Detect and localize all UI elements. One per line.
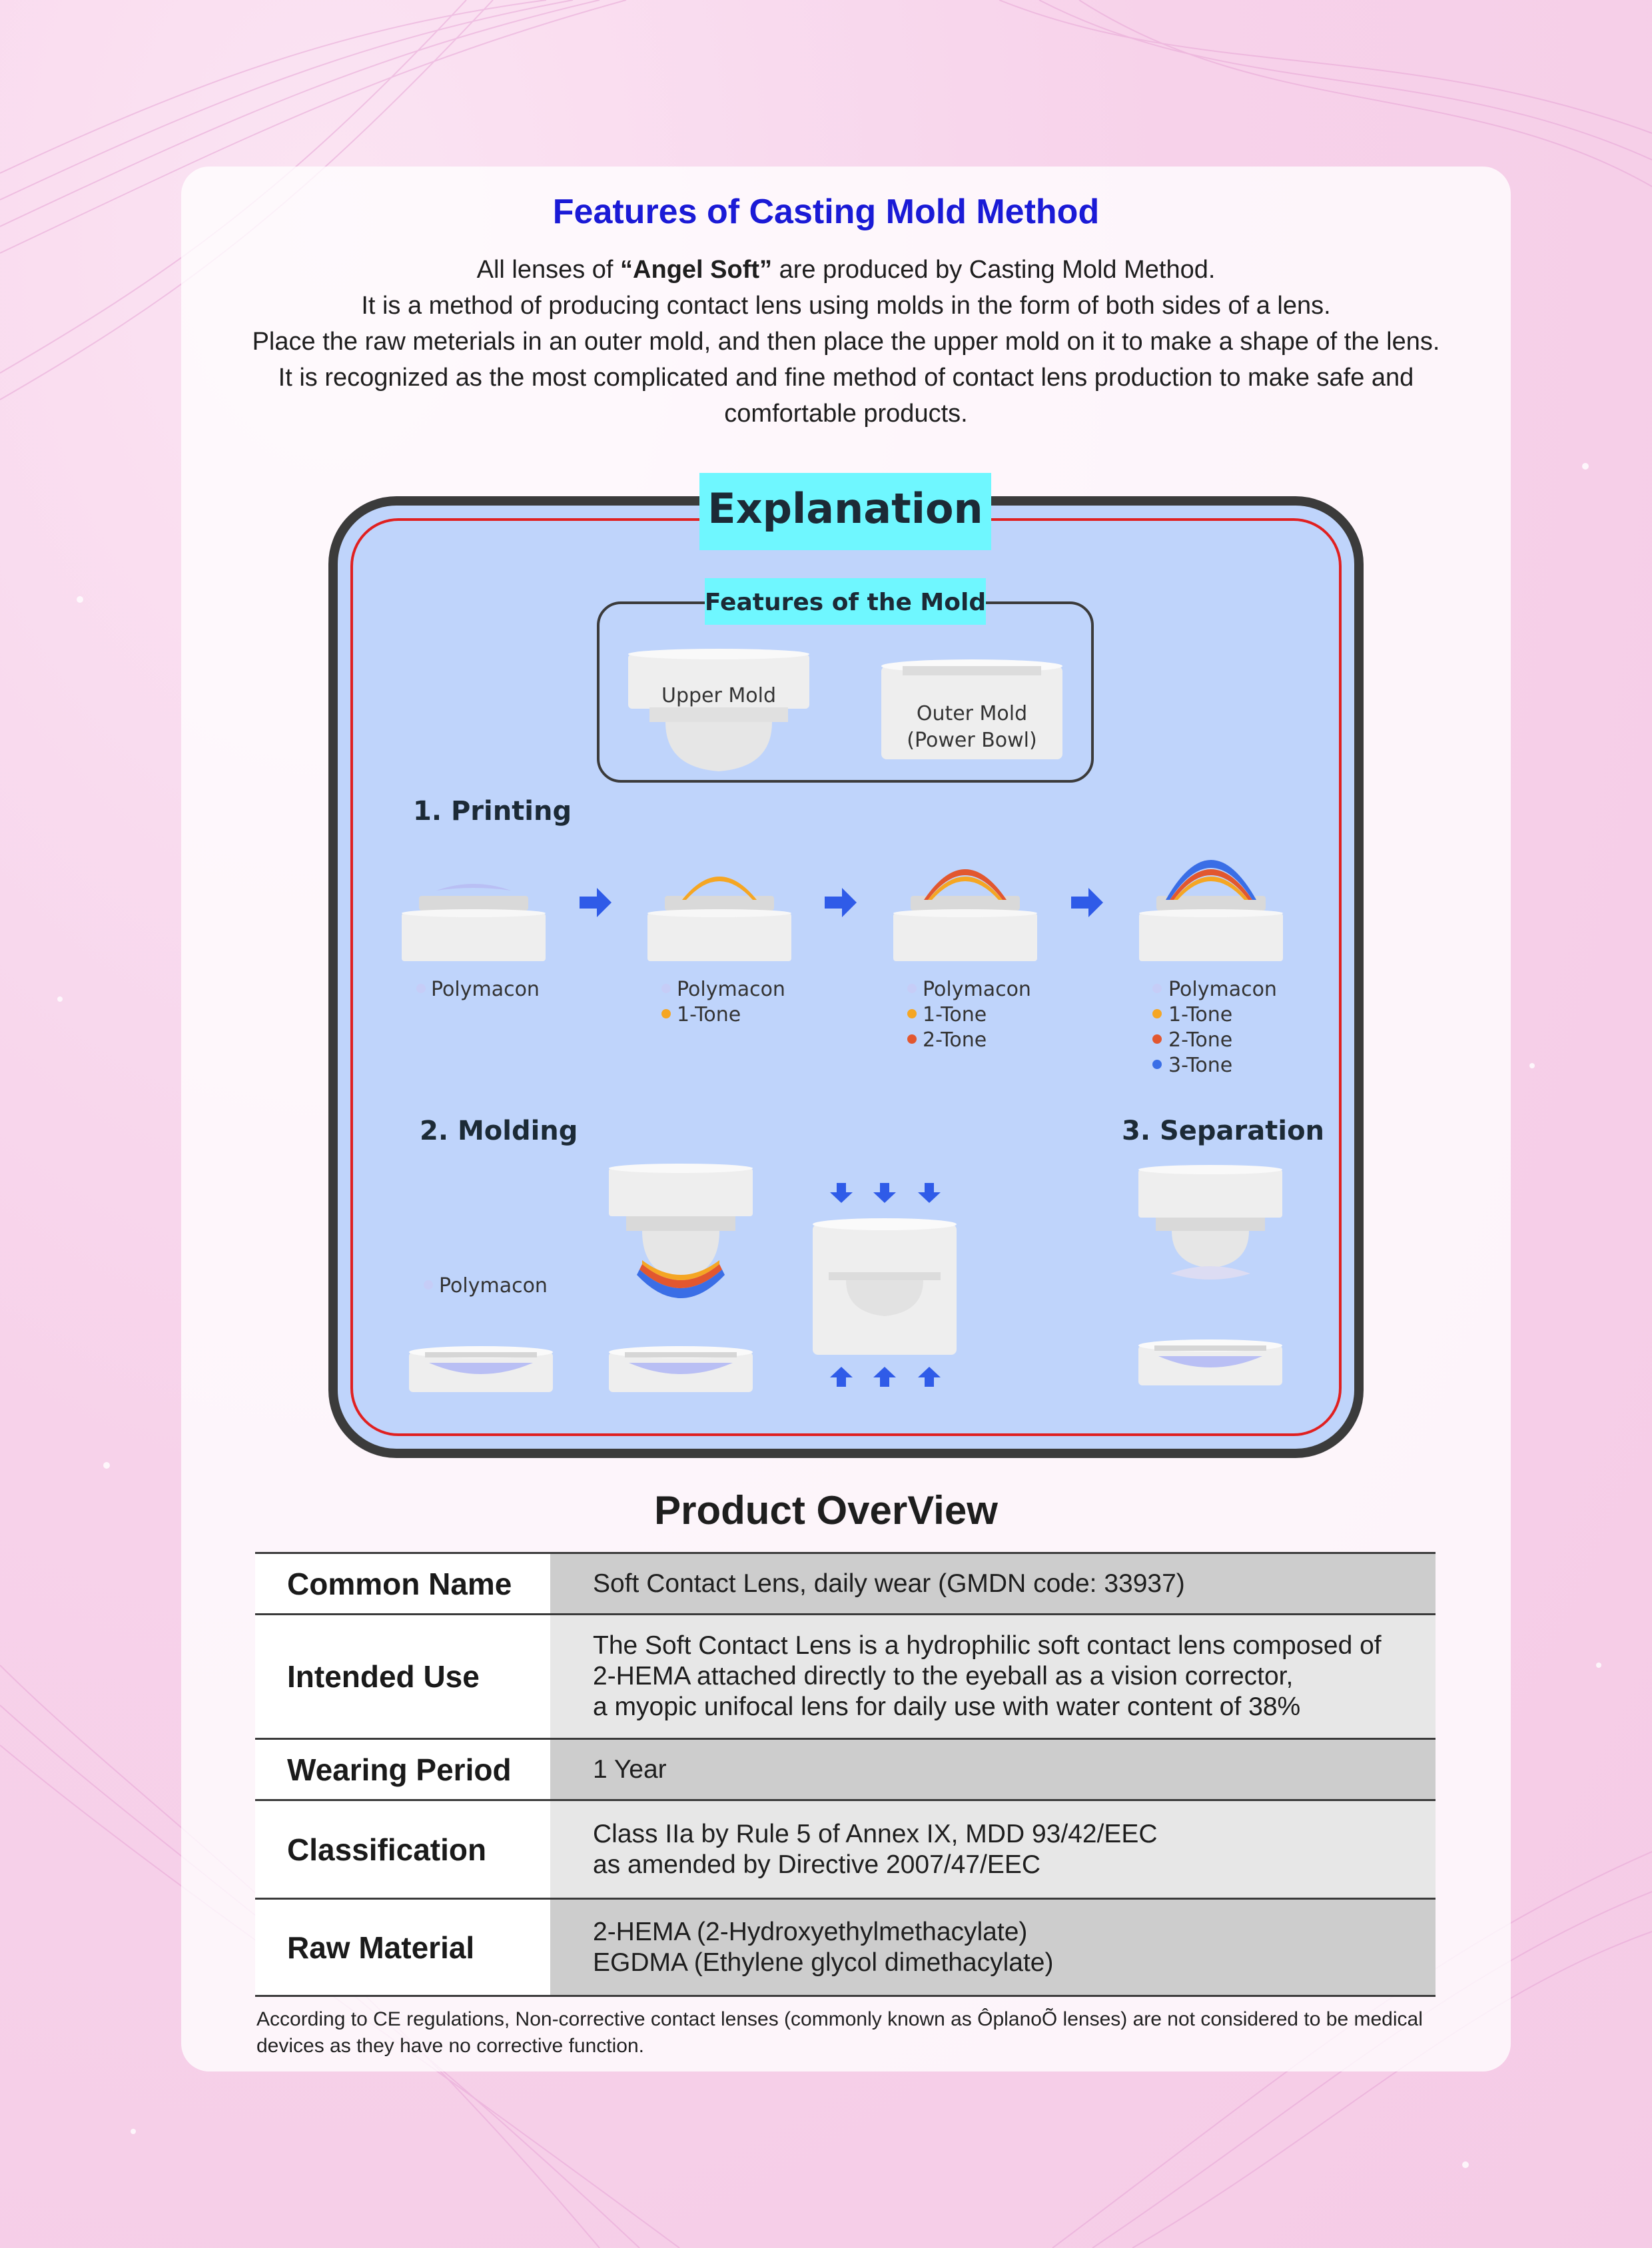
legend-2-tone: 2-Tone	[923, 1028, 987, 1052]
row-value	[550, 1899, 1436, 1996]
tone2-dot	[1152, 1034, 1162, 1044]
legend-1-tone: 1-Tone	[923, 1003, 987, 1026]
value-line: 2-HEMA (2-Hydroxyethylmethacylate)	[593, 1917, 1028, 1946]
intro-line: Place the raw meterials in an outer mold, and then place the upper mold on it to make a shape of the lens.	[252, 328, 1440, 356]
value-line: 2-HEMA attached directly to the eyeball as a vision corrector,	[593, 1662, 1294, 1690]
row-label: Classification	[255, 1800, 550, 1899]
overview-table	[255, 1552, 1436, 1997]
legend-polymacon: Polymacon	[923, 978, 1031, 1001]
polymacon-dot	[424, 1280, 433, 1290]
value-line: as amended by Directive 2007/47/EEC	[593, 1850, 1041, 1879]
outer-mold-label: Outer Mold	[916, 702, 1028, 725]
table-row	[255, 1739, 1436, 1800]
value-line: The Soft Contact Lens is a hydrophilic soft contact lens composed of	[593, 1631, 1382, 1660]
legend-polymacon: Polymacon	[677, 978, 785, 1001]
molding-bowl	[609, 1346, 753, 1392]
tone1-dot	[1152, 1009, 1162, 1018]
intro-line: It is a method of producing contact lens using molds in the form of both sides of a lens.	[361, 292, 1331, 320]
value-line: Class IIa by Rule 5 of Annex IX, MDD 93/42/EEC	[593, 1819, 1158, 1848]
legend-polymacon: Polymacon	[1168, 978, 1277, 1001]
mold-features-title: Features of the Mold	[704, 589, 987, 616]
footnote: According to CE regulations, Non-corrective contact lenses (commonly known as ÔplanoÕ lenses) are not considered to be medical devices as they have no corrective function.	[256, 2008, 1423, 2057]
value-line: 1 Year	[593, 1754, 667, 1784]
row-value	[550, 1553, 1436, 1615]
outer-mold-sublabel: (Power Bowl)	[907, 729, 1037, 752]
molding-pressed-mold	[813, 1218, 957, 1355]
legend-1-tone: 1-Tone	[1168, 1003, 1233, 1026]
molding-polymacon-label: Polymacon	[439, 1274, 548, 1298]
separation-heading: 3. Separation	[1122, 1116, 1325, 1146]
overview-title: Product OverView	[654, 1488, 998, 1533]
printing-heading: 1. Printing	[413, 796, 572, 827]
row-label: Intended Use	[255, 1615, 550, 1739]
legend-2-tone: 2-Tone	[1168, 1028, 1233, 1052]
row-value	[550, 1615, 1436, 1739]
molding-bowl	[409, 1346, 553, 1392]
page-title: Features of Casting Mold Method	[552, 192, 1100, 231]
value-line: EGDMA (Ethylene glycol dimethacylate)	[593, 1948, 1054, 1977]
tone2-dot	[907, 1034, 917, 1044]
polymacon-dot	[907, 984, 917, 993]
tone3-dot	[1152, 1060, 1162, 1069]
table-row	[255, 1899, 1436, 1996]
row-value	[550, 1800, 1436, 1899]
intro-line: It is recognized as the most complicated and fine method of contact lens production to make safe and	[278, 364, 1414, 392]
legend-3-tone: 3-Tone	[1168, 1054, 1233, 1077]
row-label: Raw Material	[255, 1899, 550, 1996]
molding-heading: 2. Molding	[420, 1116, 578, 1146]
separation-bowl	[1138, 1339, 1282, 1385]
polymacon-dot	[1152, 984, 1162, 993]
table-row	[255, 1553, 1436, 1615]
upper-mold-label: Upper Mold	[661, 684, 776, 707]
tone1-dot	[661, 1009, 671, 1018]
table-row	[255, 1800, 1436, 1899]
row-label: Wearing Period	[255, 1739, 550, 1800]
explanation-title: Explanation	[707, 484, 983, 533]
intro-line: All lenses of “Angel Soft” are produced by Casting Mold Method.	[476, 256, 1216, 284]
polymacon-dot	[416, 984, 426, 993]
intro-line: comfortable products.	[724, 400, 968, 428]
polymacon-dot	[661, 984, 671, 993]
table-row	[255, 1615, 1436, 1739]
legend-polymacon: Polymacon	[431, 978, 540, 1001]
legend-1-tone: 1-Tone	[677, 1003, 741, 1026]
value-line: a myopic unifocal lens for daily use with water content of 38%	[593, 1692, 1301, 1721]
value-line: Soft Contact Lens, daily wear (GMDN code: 33937)	[593, 1569, 1185, 1598]
row-label: Common Name	[255, 1553, 550, 1615]
row-value	[550, 1739, 1436, 1800]
tone1-dot	[907, 1009, 917, 1018]
